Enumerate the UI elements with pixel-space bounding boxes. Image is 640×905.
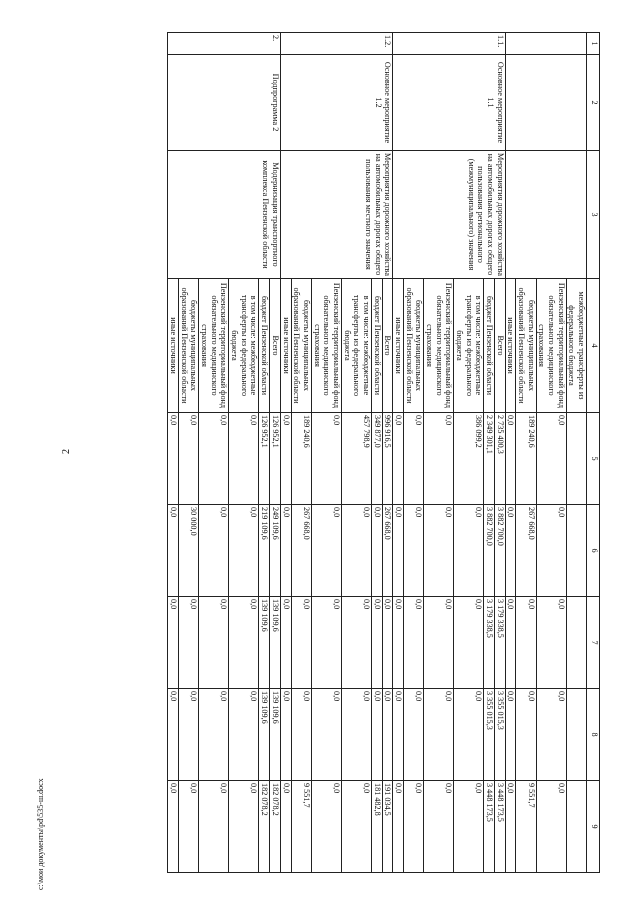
value-cell-v5: 0,0 [424, 413, 454, 505]
value-cell-v6: 30 000,0 [179, 505, 199, 597]
footer-path: c:\мои документы\pd\535-ш.docx [36, 778, 45, 890]
value-cell-v8: 0,0 [341, 689, 371, 781]
value-cell-v9: 181 482,8 [371, 781, 382, 873]
value-cell-v5: 189 240,6 [516, 413, 536, 505]
value-cell-v9: 0,0 [454, 781, 484, 873]
col-header-2: 2 [587, 55, 600, 151]
value-cell-v5: 0,0 [311, 413, 341, 505]
value-cell-v7: 3 179 338,5 [484, 597, 495, 689]
value-cell-v6: 0,0 [199, 505, 229, 597]
value-cell-v9: 0,0 [341, 781, 371, 873]
value-cell-v6: 0,0 [280, 505, 291, 597]
funding-source: бюджеты муниципальных образований Пензенской области [291, 279, 311, 413]
value-cell-v7: 0,0 [280, 597, 291, 689]
value-cell-v8: 0,0 [179, 689, 199, 781]
value-cell-v7: 3 179 338,5 [494, 597, 505, 689]
value-cell-v6 [566, 505, 586, 597]
value-cell-v9: 0,0 [505, 781, 516, 873]
funding-source: Пензенский территориальный фонд обязательного медицинского страхования [536, 279, 566, 413]
value-cell-v9 [566, 781, 586, 873]
col-header-6: 6 [587, 505, 600, 597]
funding-source: в том числе: межбюджетные трансферты из федерального бюджета [341, 279, 371, 413]
value-cell-v9: 0,0 [280, 781, 291, 873]
value-cell-v7: 0,0 [229, 597, 259, 689]
value-cell-v5: 0,0 [199, 413, 229, 505]
value-cell-v5: 996 916,5 [382, 413, 393, 505]
value-cell-v5: 0,0 [393, 413, 404, 505]
value-cell-v9: 0,0 [311, 781, 341, 873]
value-cell-v5: 0,0 [505, 413, 516, 505]
funding-source: бюджет Пензенской области [484, 279, 495, 413]
row-name: Основное мероприятие 1.1 [393, 55, 505, 151]
funding-source: бюджеты муниципальных образований Пензенской области [403, 279, 423, 413]
value-cell-v5: 0,0 [229, 413, 259, 505]
table-row [566, 33, 586, 873]
value-cell-v8: 0,0 [403, 689, 423, 781]
row-number: 1.2. [280, 33, 392, 55]
value-cell-v9: 0,0 [168, 781, 179, 873]
value-cell-v7: 0,0 [536, 597, 566, 689]
col-header-4: 4 [587, 279, 600, 413]
funding-source: в том числе: межбюджетные трансферты из федерального бюджета [229, 279, 259, 413]
value-cell-v9: 0,0 [536, 781, 566, 873]
value-cell-v5: 189 240,6 [291, 413, 311, 505]
value-cell-v6: 0,0 [393, 505, 404, 597]
value-cell-v8: 0,0 [311, 689, 341, 781]
value-cell-v6: 249 109,6 [270, 505, 281, 597]
value-cell-v8: 139 109,6 [270, 689, 281, 781]
value-cell-v9: 0,0 [199, 781, 229, 873]
funding-source: межбюджетные трансферты из федерального бюджета [566, 279, 586, 413]
value-cell-v5: 2 735 400,3 [494, 413, 505, 505]
value-cell-v8: 0,0 [280, 689, 291, 781]
row-number [505, 33, 586, 55]
col-header-1: 1 [587, 33, 600, 55]
value-cell-v9: 3 448 173,5 [484, 781, 495, 873]
col-header-7: 7 [587, 597, 600, 689]
funding-source: Всего [494, 279, 505, 413]
table-body [168, 33, 600, 873]
value-cell-v9: 0,0 [179, 781, 199, 873]
value-cell-v5: 457 798,9 [341, 413, 371, 505]
value-cell-v5: 0,0 [179, 413, 199, 505]
value-cell-v6: 0,0 [229, 505, 259, 597]
value-cell-v7: 0,0 [424, 597, 454, 689]
value-cell-v7: 0,0 [168, 597, 179, 689]
value-cell-v7: 0,0 [393, 597, 404, 689]
value-cell-v7: 0,0 [179, 597, 199, 689]
col-header-5: 5 [587, 413, 600, 505]
value-cell-v8: 139 109,6 [259, 689, 270, 781]
row-name: Подпрограмма 2 [168, 55, 280, 151]
value-cell-v9: 182 078,2 [259, 781, 270, 873]
table-row [270, 33, 281, 873]
value-cell-v9: 191 034,5 [382, 781, 393, 873]
value-cell-v6: 0,0 [371, 505, 382, 597]
value-cell-v6: 219 109,6 [259, 505, 270, 597]
value-cell-v5: 126 952,1 [270, 413, 281, 505]
value-cell-v7 [566, 597, 586, 689]
value-cell-v9: 0,0 [424, 781, 454, 873]
value-cell-v9: 9 551,7 [291, 781, 311, 873]
funding-source: бюджеты муниципальных образований Пензенской области [516, 279, 536, 413]
value-cell-v7: 0,0 [371, 597, 382, 689]
funding-source: Всего [270, 279, 281, 413]
value-cell-v8: 0,0 [229, 689, 259, 781]
row-description: Мероприятия дорожного хозяйства на автомобильных дорогах общего пользования местного значения [280, 151, 392, 279]
value-cell-v6: 0,0 [311, 505, 341, 597]
value-cell-v5: 349 877,0 [371, 413, 382, 505]
value-cell-v7: 139 109,6 [259, 597, 270, 689]
page-number: 2 [61, 449, 72, 454]
value-cell-v7: 0,0 [505, 597, 516, 689]
value-cell-v9: 0,0 [403, 781, 423, 873]
funding-source: иные источники [280, 279, 291, 413]
value-cell-v8 [566, 689, 586, 781]
value-cell-v8: 0,0 [536, 689, 566, 781]
row-description [505, 151, 586, 279]
value-cell-v5 [566, 413, 586, 505]
value-cell-v8: 0,0 [516, 689, 536, 781]
funding-source: иные источники [505, 279, 516, 413]
funding-source: бюджет Пензенской области [371, 279, 382, 413]
row-description: Мероприятия дорожного хозяйства на автомобильных дорогах общего пользования регионального (межмуниципального) значения [393, 151, 505, 279]
rotated-table-wrapper [80, 32, 600, 872]
value-cell-v6: 0,0 [168, 505, 179, 597]
value-cell-v6: 267 668,0 [291, 505, 311, 597]
funding-source: Пензенский территориальный фонд обязательного медицинского страхования [199, 279, 229, 413]
table-row [494, 33, 505, 873]
value-cell-v6: 3 882 700,0 [484, 505, 495, 597]
value-cell-v8: 0,0 [393, 689, 404, 781]
value-cell-v5: 0,0 [168, 413, 179, 505]
funding-source: в том числе: межбюджетные трансферты из федерального бюджета [454, 279, 484, 413]
table-row [382, 33, 393, 873]
value-cell-v5: 0,0 [280, 413, 291, 505]
value-cell-v5: 2 349 301,1 [484, 413, 495, 505]
value-cell-v7: 0,0 [403, 597, 423, 689]
value-cell-v8: 0,0 [168, 689, 179, 781]
value-cell-v8: 0,0 [371, 689, 382, 781]
funding-source: иные источники [393, 279, 404, 413]
col-header-9: 9 [587, 781, 600, 873]
value-cell-v7: 0,0 [199, 597, 229, 689]
value-cell-v6: 0,0 [341, 505, 371, 597]
value-cell-v6: 0,0 [403, 505, 423, 597]
column-number-row [587, 33, 600, 873]
value-cell-v7: 0,0 [382, 597, 393, 689]
value-cell-v6: 267 668,0 [516, 505, 536, 597]
value-cell-v8: 0,0 [291, 689, 311, 781]
value-cell-v9: 3 448 173,5 [494, 781, 505, 873]
row-name: Основное мероприятие 1.2 [280, 55, 392, 151]
value-cell-v8: 0,0 [382, 689, 393, 781]
value-cell-v8: 0,0 [454, 689, 484, 781]
row-description: Модернизация транспортного комплекса Пензенской области [168, 151, 280, 279]
value-cell-v6: 0,0 [424, 505, 454, 597]
value-cell-v7: 0,0 [341, 597, 371, 689]
funding-table [167, 32, 600, 873]
value-cell-v8: 0,0 [505, 689, 516, 781]
value-cell-v5: 386 099,2 [454, 413, 484, 505]
value-cell-v8: 3 355 015,3 [484, 689, 495, 781]
col-header-3: 3 [587, 151, 600, 279]
row-number: 2. [168, 33, 280, 55]
value-cell-v6: 3 882 700,0 [494, 505, 505, 597]
value-cell-v7: 0,0 [311, 597, 341, 689]
value-cell-v7: 0,0 [454, 597, 484, 689]
value-cell-v8: 0,0 [424, 689, 454, 781]
value-cell-v5: 0,0 [403, 413, 423, 505]
col-header-8: 8 [587, 689, 600, 781]
value-cell-v8: 0,0 [199, 689, 229, 781]
value-cell-v6: 0,0 [536, 505, 566, 597]
value-cell-v8: 3 355 015,3 [494, 689, 505, 781]
value-cell-v9: 9 551,7 [516, 781, 536, 873]
value-cell-v9: 0,0 [229, 781, 259, 873]
funding-source: Пензенский территориальный фонд обязательного медицинского страхования [424, 279, 454, 413]
value-cell-v6: 267 668,0 [382, 505, 393, 597]
value-cell-v5: 0,0 [536, 413, 566, 505]
value-cell-v9: 0,0 [393, 781, 404, 873]
funding-source: Всего [382, 279, 393, 413]
value-cell-v7: 0,0 [291, 597, 311, 689]
funding-source: бюджет Пензенской области [259, 279, 270, 413]
value-cell-v7: 0,0 [516, 597, 536, 689]
value-cell-v9: 182 078,2 [270, 781, 281, 873]
value-cell-v5: 126 952,1 [259, 413, 270, 505]
value-cell-v6: 0,0 [454, 505, 484, 597]
funding-source: Пензенский территориальный фонд обязательного медицинского страхования [311, 279, 341, 413]
funding-source: бюджеты муниципальных образований Пензенской области [179, 279, 199, 413]
row-name [505, 55, 586, 151]
row-number: 1.1. [393, 33, 505, 55]
value-cell-v6: 0,0 [505, 505, 516, 597]
value-cell-v7: 139 109,6 [270, 597, 281, 689]
funding-source: иные источники [168, 279, 179, 413]
